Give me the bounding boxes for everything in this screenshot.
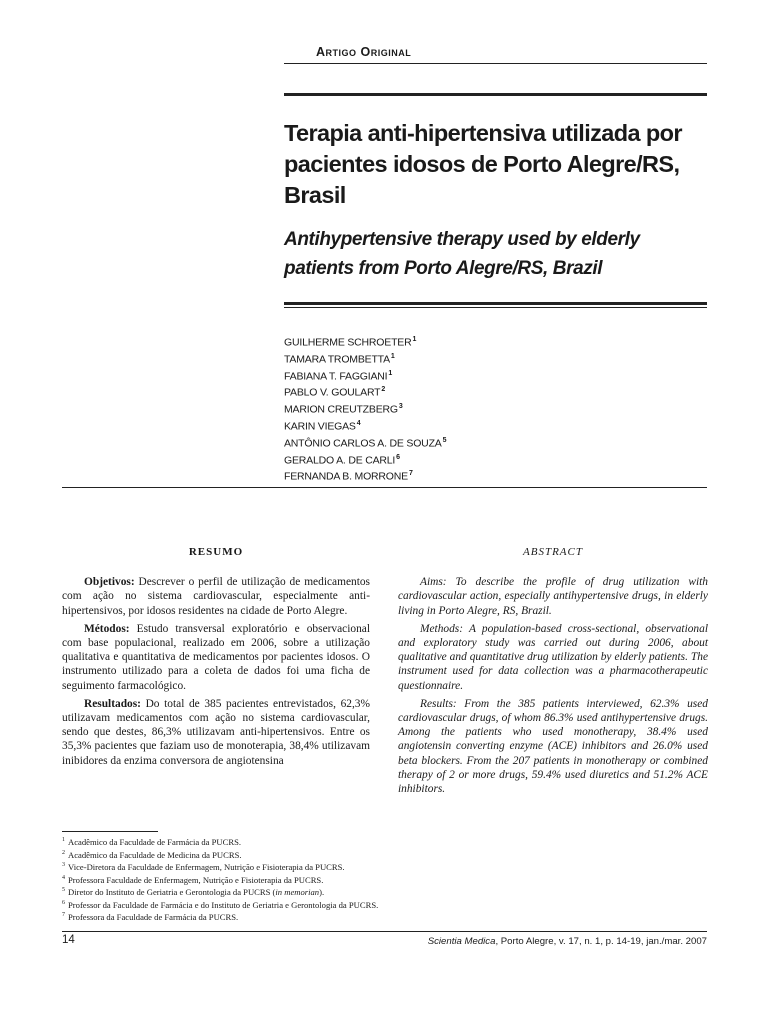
resumo-paragraph: Objetivos: Descrever o perfil de utilização de medicamentos com ação no sistema cardiovascular, especialmente anti-hipertensivos, por idosos residentes na cidade de Porto Alegre. — [62, 576, 370, 617]
footnote-item: $^7$ Professora da Faculdade de Farmácia da PUCRS. — [62, 912, 239, 923]
footnote-item: $^3$ Vice-Diretora da Faculdade de Enfermagem, Nutrição e Fisioterapia da PUCRS. — [62, 861, 345, 872]
author-item: FABIANA T. FAGGIANI$^1$ — [284, 369, 393, 383]
author-item: FERNANDA B. MORRONE$^7$ — [284, 470, 413, 483]
header-rule-thin — [284, 63, 707, 64]
resumo-column — [62, 545, 370, 772]
author-item: TAMARA TROMBETTA$^1$ — [284, 352, 395, 366]
article-title-english: Antihypertensive therapy used by elderly patients from Porto Alegre/RS, Brazil — [284, 229, 640, 279]
header-rule-thick — [284, 93, 707, 96]
abstract-paragraph: Methods: A population-based cross-sectional, observational and exploratory study was carried out during 2006, about qualitative and quantitative drug utilization by elderly patients. The instrument used for data collection was a pharmacotherapeutic questionnaire. — [398, 622, 708, 692]
section-label: Artigo Original — [316, 45, 412, 59]
journal-details: , Porto Alegre, v. 17, n. 1, p. 14-19, jan./mar. 2007 — [495, 936, 707, 947]
footnote-item: $^6$ Professor da Faculdade de Farmácia e do Instituto de Geriatria e Gerontologia da PUCRS. — [62, 899, 379, 910]
section-divider — [62, 487, 707, 488]
footer-rule — [62, 931, 707, 932]
abstract-paragraph: Aims: To describe the profile of drug utilization with cardiovascular action, especially antihypertensive drugs, in elderly living in Porto Alegre, RS, Brazil. — [398, 576, 708, 617]
footnote-rule — [62, 831, 158, 832]
footnote-item: $^1$ Acadêmico da Faculdade de Farmácia da PUCRS. — [62, 836, 242, 847]
abstract-column — [398, 545, 708, 800]
journal-name: Scientia Medica — [427, 936, 496, 947]
author-item: KARIN VIEGAS$^4$ — [284, 419, 361, 433]
footnote-list — [62, 835, 702, 923]
author-item: PABLO V. GOULART$^2$ — [284, 386, 386, 399]
author-item: GUILHERME SCHROETER$^1$ — [284, 336, 417, 349]
journal-citation — [428, 936, 707, 947]
resumo-paragraph: Métodos: Estudo transversal exploratório e observacional com base populacional, realizado em 2006, sobre a utilização qualitativa e quantitativa de medicamentos por pacientes idosos. O instrumento utilizado para a coleta de dados foi uma ficha de seguimento farmacológico. — [62, 622, 370, 692]
resumo-heading: RESUMO — [188, 546, 244, 558]
author-list — [284, 333, 684, 484]
footnote-item: $^5$ Diretor do Instituto de Geriatria e Gerontologia da PUCRS (in memorian). — [62, 887, 325, 898]
author-item: MARION CREUTZBERG$^3$ — [284, 403, 403, 416]
abstract-paragraph: Results: From the 385 patients interviewed, 62.3% used cardiovascular drugs, of whom 86.3% used antihypertensive drugs. Among the patients who used monotherapy, 38.4% used angiotensin converting enzyme (ACE) inhibitors and 26.0% used beta blockers. From the 207 patients in monotherapy or combined therapy of 2 or more drugs, 59.4% used diuretics and 51.2% ACE inhibitors. — [398, 697, 708, 796]
author-item: ANTÔNIO CARLOS A. DE SOUZA$^5$ — [284, 436, 447, 450]
resumo-paragraph: Resultados: Do total de 385 pacientes entrevistados, 62,3% utilizavam medicamentos com ação no sistema cardiovascular, sendo que destes, 86,3% utilizavam anti-hipertensivos. Entre os 35,3% pacientes que faziam uso de monoterapia, 38,4% utilizavam inibidores da enzima conversora de angiotensina — [62, 697, 370, 767]
title-rule-thick — [284, 302, 707, 305]
footnote-item: $^2$ Acadêmico da Faculdade de Medicina da PUCRS. — [62, 849, 242, 860]
article-title-portuguese: Terapia anti-hipertensiva utilizada por pacientes idosos de Porto Alegre/RS, Brasil — [284, 120, 682, 208]
footnote-item: $^4$ Professora Faculdade de Enfermagem, Nutrição e Fisioterapia da PUCRS. — [62, 874, 324, 885]
title-rule-thin — [284, 307, 707, 308]
author-item: GERALDO A. DE CARLI$^6$ — [284, 453, 400, 467]
abstract-heading: ABSTRACT — [523, 546, 583, 558]
page-number: 14 — [62, 934, 75, 946]
